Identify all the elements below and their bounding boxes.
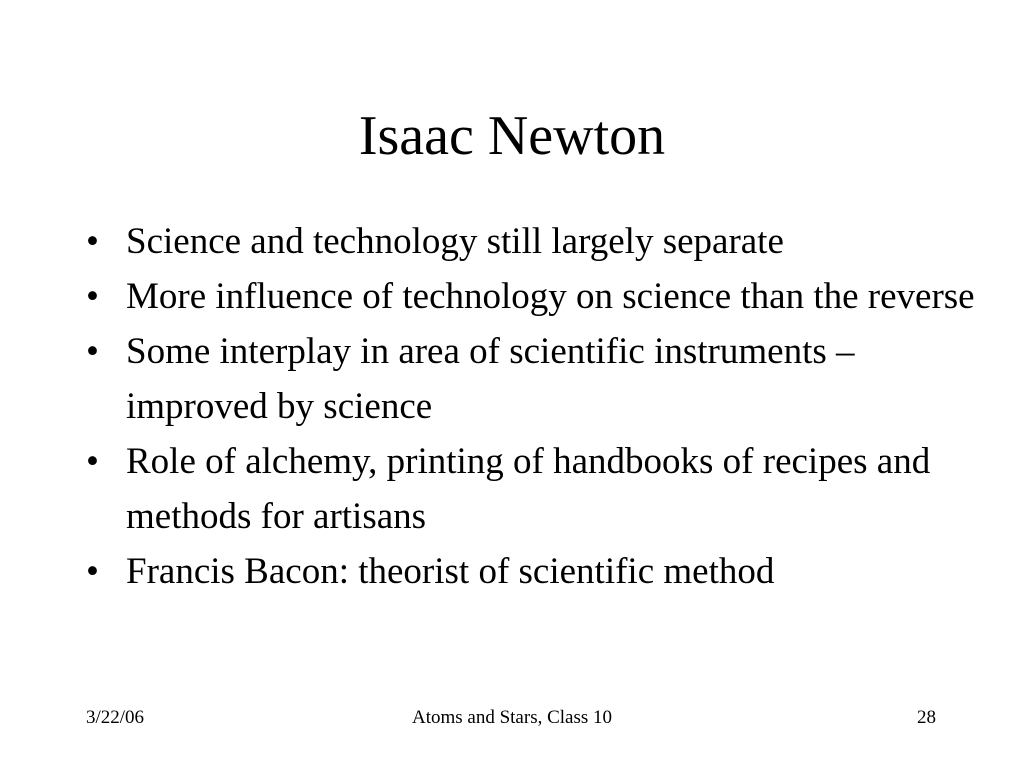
- bullet-dot-icon: •: [86, 221, 99, 262]
- bullet-item: [86, 544, 986, 599]
- bullet-text: Science and technology still largely separate: [126, 221, 784, 262]
- footer-title: Atoms and Stars, Class 10: [411, 707, 613, 728]
- bullet-text: Role of alchemy, printing of handbooks of recipes and methods for artisans: [126, 441, 931, 537]
- bullet-text: More influence of technology on science than the reverse: [126, 276, 975, 317]
- footer-date: 3/22/06: [86, 707, 145, 728]
- footer-page-number: 28: [917, 707, 936, 728]
- bullet-item: [86, 214, 986, 269]
- bullet-item: [86, 434, 986, 544]
- slide-title: Isaac Newton: [358, 105, 666, 167]
- bullet-dot-icon: •: [86, 276, 99, 317]
- bullet-text: Francis Bacon: theorist of scientific method: [126, 551, 775, 592]
- bullet-item: [86, 269, 986, 324]
- bullet-item: [86, 324, 986, 434]
- bullet-list: [86, 214, 986, 599]
- bullet-text: Some interplay in area of scientific instruments – improved by science: [126, 331, 855, 427]
- bullet-dot-icon: •: [86, 441, 99, 482]
- bullet-dot-icon: •: [86, 551, 99, 592]
- bullet-dot-icon: •: [86, 331, 99, 372]
